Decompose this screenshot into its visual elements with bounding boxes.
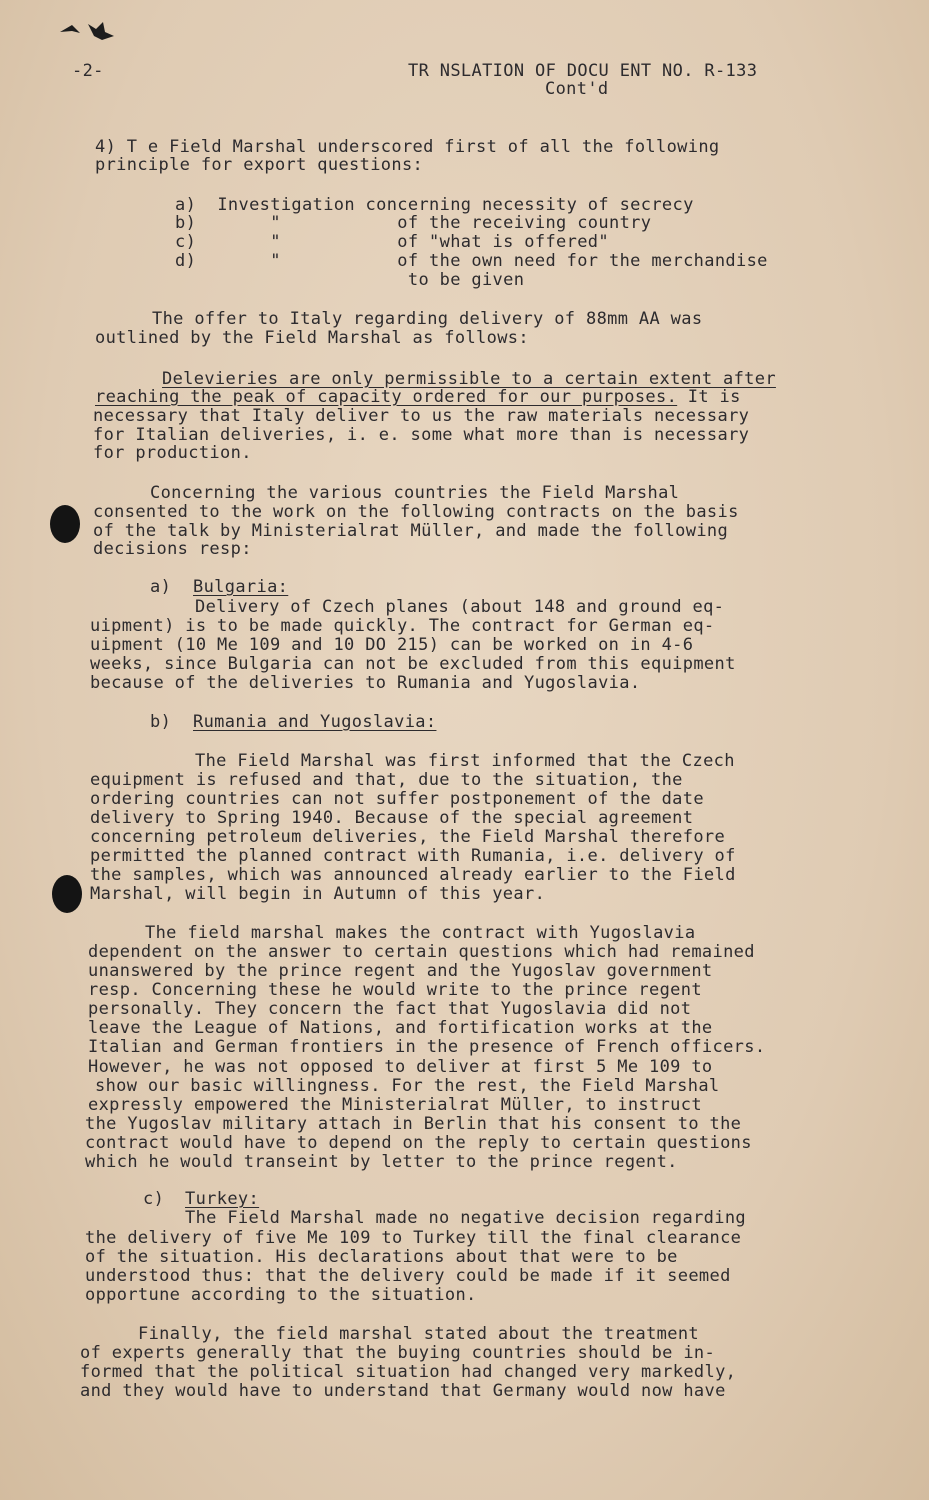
criteria-item: a) Investigation concerning necessity of secrecy	[175, 195, 694, 215]
deliveries-line: for Italian deliveries, i. e. some what more than is necessary	[93, 425, 750, 445]
deliveries-line: necessary that Italy deliver to us the raw materials necessary	[93, 406, 750, 426]
final-line: of experts generally that the buying countries should be in-	[80, 1343, 716, 1363]
rumania-line: delivery to Spring 1940. Because of the special agreement	[90, 808, 694, 828]
rumania-line: ordering countries can not suffer postponement of the date	[90, 789, 704, 809]
turkey-line: The Field Marshal made no negative decision regarding	[185, 1208, 746, 1228]
final-line: Finally, the field marshal stated about the treatment	[138, 1324, 699, 1344]
bulgaria-label: a)	[150, 577, 172, 597]
yugoslavia-line: show our basic willingness. For the rest, the Field Marshal	[95, 1076, 720, 1096]
rumania-line: Marshal, will begin in Autumn of this year.	[90, 884, 546, 904]
yugoslavia-line: resp. Concerning these he would write to the prince regent	[88, 980, 702, 1000]
deliveries-underlined: reaching the peak of capacity ordered for our purposes.	[95, 387, 678, 407]
ink-mark	[58, 20, 120, 42]
page-number: -2-	[72, 61, 104, 81]
yugoslavia-line: which he would transeint by letter to the prince regent.	[85, 1152, 678, 1172]
bulgaria-line: because of the deliveries to Rumania and Yugoslavia.	[90, 673, 641, 693]
deliveries-underlined: Delevieries are only permissible to a certain extent after	[162, 369, 776, 389]
yugoslavia-line: the Yugoslav military attach in Berlin that his consent to the	[85, 1114, 742, 1134]
rumania-line: The Field Marshal was first informed that the Czech	[195, 751, 735, 771]
yugoslavia-line: The field marshal makes the contract with Yugoslavia	[145, 923, 696, 943]
punch-hole	[52, 875, 82, 913]
italy-line: The offer to Italy regarding delivery of 88mm AA was	[152, 309, 703, 329]
turkey-line: the delivery of five Me 109 to Turkey till the final clearance	[85, 1228, 742, 1248]
yugoslavia-line: contract would have to depend on the reply to certain questions	[85, 1133, 752, 1153]
para4-line: principle for export questions:	[95, 155, 424, 175]
yugoslavia-line: Italian and German frontiers in the presence of French officers.	[88, 1037, 766, 1057]
document-title: TR NSLATION OF DOCU ENT NO. R-133	[408, 61, 758, 81]
yugoslavia-line: expressly empowered the Ministerialrat Müller, to instruct	[88, 1095, 702, 1115]
criteria-item: d) " of the own need for the merchandise	[175, 251, 768, 271]
rumania-line: concerning petroleum deliveries, the Field Marshal therefore	[90, 827, 726, 847]
criteria-item: c) " of "what is offered"	[175, 232, 609, 252]
yugoslavia-line: dependent on the answer to certain questions which had remained	[88, 942, 755, 962]
italy-line: outlined by the Field Marshal as follows:	[95, 328, 529, 348]
yugoslavia-line: However, he was not opposed to deliver at first 5 Me 109 to	[88, 1057, 713, 1077]
bulgaria-line: weeks, since Bulgaria can not be excluded from this equipment	[90, 654, 736, 674]
yugoslavia-line: unanswered by the prince regent and the Yugoslav government	[88, 961, 713, 981]
turkey-heading: Turkey:	[185, 1189, 260, 1209]
turkey-line: of the situation. His declarations about that were to be	[85, 1247, 678, 1267]
countries-line: Concerning the various countries the Field Marshal	[150, 483, 680, 503]
final-line: and they would have to understand that Germany would now have	[80, 1381, 726, 1401]
countries-line: decisions resp:	[93, 539, 252, 559]
yugoslavia-line: personally. They concern the fact that Yugoslavia did not	[88, 999, 692, 1019]
deliveries-line: for production.	[93, 443, 252, 463]
rumania-line: the samples, which was announced already earlier to the Field	[90, 865, 736, 885]
countries-line: consented to the work on the following contracts on the basis	[93, 502, 739, 522]
criteria-item: b) " of the receiving country	[175, 213, 652, 233]
turkey-label: c)	[143, 1189, 165, 1209]
criteria-item: to be given	[175, 270, 525, 290]
rumania-line: equipment is refused and that, due to the situation, the	[90, 770, 683, 790]
deliveries-tail: It is	[677, 387, 741, 407]
turkey-line: understood thus: that the delivery could be made if it seemed	[85, 1266, 731, 1286]
turkey-line: opportune according to the situation.	[85, 1285, 477, 1305]
bulgaria-heading: Bulgaria:	[193, 577, 289, 597]
rumania-heading: Rumania and Yugoslavia:	[193, 712, 437, 732]
deliveries-line	[95, 388, 741, 406]
countries-line: of the talk by Ministerialrat Müller, and made the following	[93, 521, 729, 541]
punch-hole	[50, 505, 80, 543]
document-contd: Cont'd	[545, 79, 609, 99]
final-line: formed that the political situation had changed very markedly,	[80, 1362, 737, 1382]
rumania-line: permitted the planned contract with Rumania, i.e. delivery of	[90, 846, 736, 866]
bulgaria-line: uipment) is to be made quickly. The contract for German eq-	[90, 616, 715, 636]
yugoslavia-line: leave the League of Nations, and fortification works at the	[88, 1018, 713, 1038]
para4-line: 4) T e Field Marshal underscored first of all the following	[95, 137, 720, 157]
bulgaria-line: Delivery of Czech planes (about 148 and ground eq-	[195, 597, 725, 617]
bulgaria-line: uipment (10 Me 109 and 10 DO 215) can be worked on in 4-6	[90, 635, 694, 655]
rumania-label: b)	[150, 712, 172, 732]
